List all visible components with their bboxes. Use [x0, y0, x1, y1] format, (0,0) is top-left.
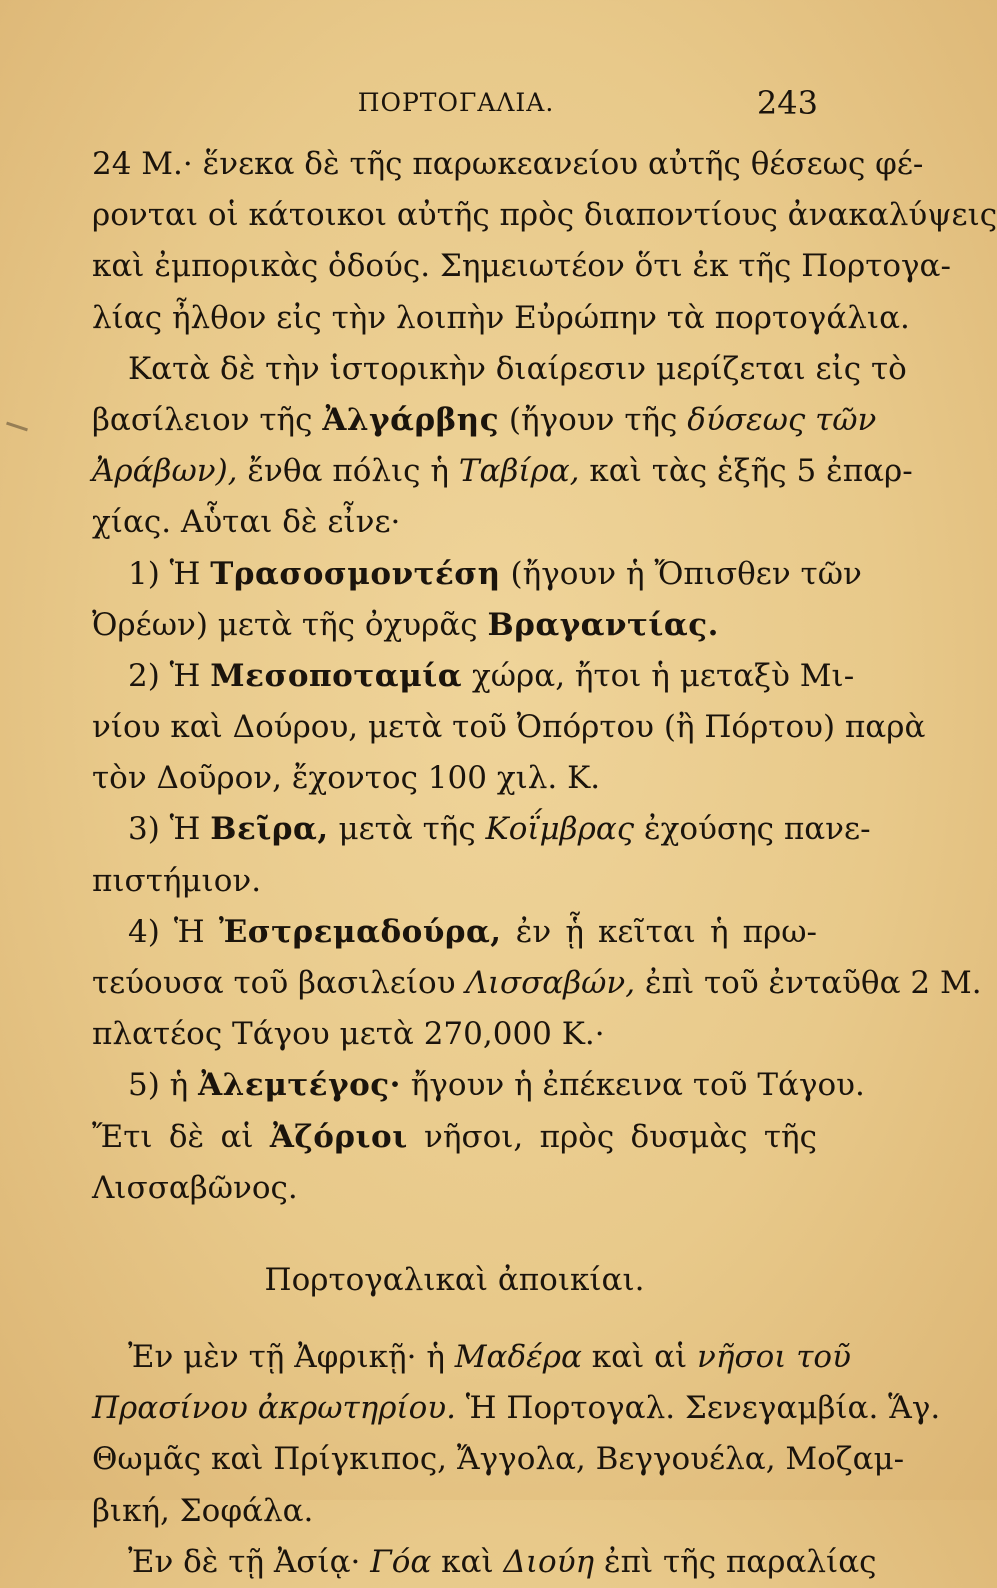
text-line: Ὀρέων) μετὰ τῆς ὀχυρᾶς Βραγαντίας.	[92, 606, 719, 643]
text-line: Λισσαβῶνος.	[92, 1169, 298, 1206]
text-line: 2) Ἡ Μεσοποταμία χώρα, ἤτοι ἡ μεταξὺ Μι-	[128, 657, 855, 694]
text-line: βική, Σοφάλα.	[92, 1492, 314, 1529]
text-line: ρονται οἱ κάτοικοι αὐτῆς πρὸς διαποντίους ἀνακαλύψεις	[92, 197, 997, 234]
text-line: πλατέος Τάγου μετὰ 270,000 Κ.·	[92, 1016, 605, 1053]
text-line: τεύουσα τοῦ βασιλείου Λισσαβών, ἐπὶ τοῦ ἐνταῦθα 2 Μ.	[92, 965, 982, 1001]
text-line: Πρασίνου ἀκρωτηρίου. Ἡ Πορτογαλ. Σενεγαμβία. Ἅγ.	[92, 1390, 941, 1427]
place-name: Ἀλγάρβης	[322, 401, 500, 438]
section-heading: Πορτογαλικαὶ ἀποικίαι.	[264, 1261, 645, 1298]
place-name: Τρασοσμοντέση	[210, 555, 501, 592]
text-line: Ἀράβων), ἔνθα πόλις ἡ Ταβίρα, καὶ τὰς ἑξῆς 5 ἐπαρ-	[92, 453, 913, 490]
margin-mark	[6, 422, 28, 432]
running-head: ΠΟΡΤΟΓΑΛΙΑ.	[357, 88, 555, 117]
text-line: Κατὰ δὲ τὴν ἱστορικὴν διαίρεσιν μερίζεται εἰς τὸ	[128, 350, 907, 387]
text-line: χίας. Αὗται δὲ εἶνε·	[92, 504, 401, 541]
text-line: 4) Ἡ Ἐστρεμαδούρα, ἐν ᾗ κεῖται ἡ πρω-	[128, 913, 817, 950]
place-name: Ἐστρεμαδούρα,	[218, 913, 502, 950]
text-line: πιστήμιον.	[92, 862, 262, 899]
place-name: Ταβίρα,	[458, 453, 580, 490]
place-name: Μεσοποταμία	[210, 657, 463, 694]
text-line: 24 Μ.· ἕνεκα δὲ τῆς παρωκεανείου αὐτῆς θέσεως φέ-	[92, 146, 924, 182]
text-line: 1) Ἡ Τρασοσμοντέση (ἤγουν ἡ Ὄπισθεν τῶν	[128, 555, 862, 592]
page-body	[92, 139, 997, 1588]
place-name: Ἀλεμτέγος·	[198, 1067, 401, 1104]
text-line: Θωμᾶς καὶ Πρίγκιπος, Ἄγγολα, Βεγγουέλα, Μοζαμ-	[92, 1441, 905, 1478]
place-name: Βεῖρα,	[210, 811, 329, 848]
text-line: 5) ἡ Ἀλεμτέγος· ἤγουν ἡ ἐπέκεινα τοῦ Τάγου.	[128, 1067, 865, 1104]
text-line: νίου καὶ Δούρου, μετὰ τοῦ Ὀπόρτου (ἢ Πόρτου) παρὰ	[92, 709, 926, 746]
text-line: τὸν Δοῦρον, ἔχοντος 100 χιλ. Κ.	[92, 760, 601, 797]
text-line: καὶ ἐμπορικὰς ὁδούς. Σημειωτέον ὅτι ἐκ τῆς Πορτογα-	[92, 248, 951, 285]
place-name: Ἀζόριοι	[269, 1118, 408, 1155]
place-name: Βραγαντίας.	[487, 606, 719, 643]
text-line: Ἐν δὲ τῇ Ἀσίᾳ· Γόα καὶ Διούη ἐπὶ τῆς παραλίας	[128, 1543, 877, 1580]
text-line: βασίλειον τῆς Ἀλγάρβης (ἤγουν τῆς δύσεως τῶν	[92, 401, 877, 438]
page-number: 243	[756, 84, 818, 122]
page-header	[92, 84, 820, 128]
text-line: Ἐν μὲν τῇ Ἀφρικῇ· ἡ Μαδέρα καὶ αἱ νῆσοι τοῦ	[128, 1338, 851, 1375]
text-line: λίας ἦλθον εἰς τὴν λοιπὴν Εὐρώπην τὰ πορτογάλια.	[92, 299, 910, 336]
text-line: 3) Ἡ Βεῖρα, μετὰ τῆς Κοΐμβρας ἐχούσης πανε-	[128, 811, 871, 848]
text-line: Ἔτι δὲ αἱ Ἀζόριοι νῆσοι, πρὸς δυσμὰς τῆς	[92, 1118, 817, 1155]
